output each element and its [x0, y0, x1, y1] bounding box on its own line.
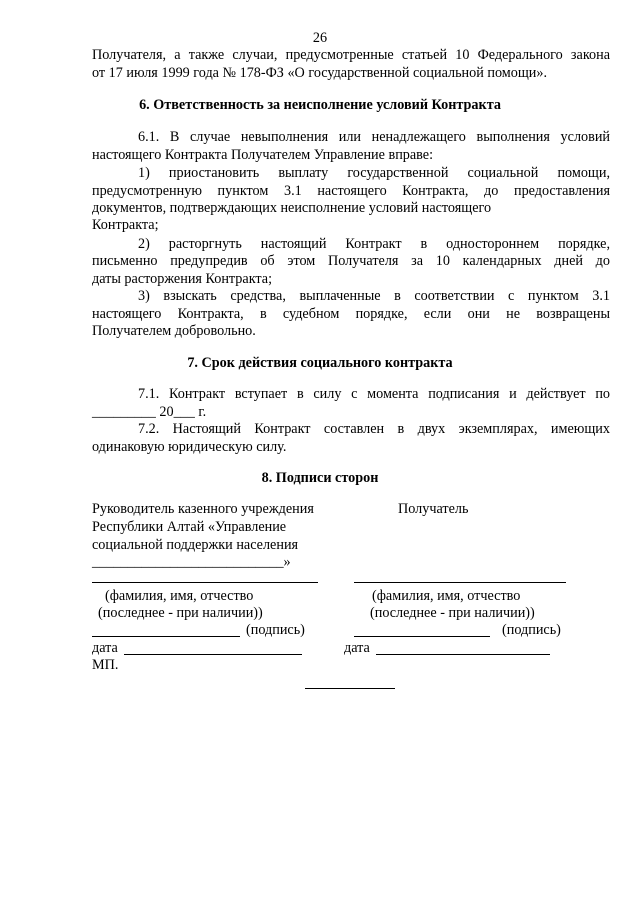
section-6-heading: 6. Ответственность за неисполнение условий Контракта: [139, 97, 501, 113]
left-signature-line: [92, 636, 240, 637]
s6-item3-line-3: Получателем добровольно.: [92, 323, 256, 339]
left-party-line-2: Республики Алтай «Управление: [92, 519, 287, 535]
left-signature-caption: (подпись): [246, 622, 305, 638]
s6-item2-line-2: письменно предупредив об этом Получателя за 10 календарных дней до: [92, 253, 610, 269]
left-party-line-1: Руководитель казенного учреждения: [92, 501, 314, 517]
bottom-separator: [305, 688, 395, 689]
right-fio-caption-2: (последнее - при наличии)): [370, 605, 535, 621]
right-signature-line: [354, 636, 490, 637]
left-date-label: дата: [92, 640, 118, 656]
s6-p1-line-2: настоящего Контракта Получателем Управление вправе:: [92, 147, 434, 163]
section-8-heading: 8. Подписи сторон: [261, 470, 379, 486]
s6-item3-line-2: настоящего Контракта, в судебном порядке, если они не возвращены: [92, 306, 610, 322]
s7-p2-line-1: 7.2. Настоящий Контракт составлен в двух экземплярах, имеющих: [138, 421, 610, 437]
s7-p1-line-1: 7.1. Контракт вступает в силу с момента подписания и действует по: [138, 386, 610, 402]
stamp-label: МП.: [92, 657, 119, 673]
left-party-line-4: ___________________________»: [92, 554, 291, 570]
right-date-line: [376, 654, 550, 655]
intro-line-2: от 17 июля 1999 года № 178-ФЗ «О государственной социальной помощи».: [92, 65, 548, 81]
s7-p2-line-2: одинаковую юридическую силу.: [92, 439, 287, 455]
right-fio-caption-1: (фамилия, имя, отчество: [372, 588, 521, 604]
right-signature-caption: (подпись): [502, 622, 561, 638]
left-fio-caption-1: (фамилия, имя, отчество: [105, 588, 254, 604]
page-number: 26: [312, 30, 328, 46]
s6-item1-line-4: Контракта;: [92, 217, 159, 233]
section-7-heading: 7. Срок действия социального контракта: [187, 355, 453, 371]
s6-p1-line-1: 6.1. В случае невыполнения или ненадлежащего выполнения условий: [138, 129, 610, 145]
right-date-label: дата: [344, 640, 370, 656]
right-name-line: [354, 582, 566, 583]
left-fio-caption-2: (последнее - при наличии)): [98, 605, 263, 621]
right-party-label: Получатель: [398, 501, 469, 517]
left-party-line-3: социальной поддержки населения: [92, 537, 299, 553]
left-date-line: [124, 654, 302, 655]
s6-item2-line-3: даты расторжения Контракта;: [92, 271, 273, 287]
s6-item3-line-1: 3) взыскать средства, выплаченные в соответствии с пунктом 3.1: [138, 288, 610, 304]
s6-item1-line-1: 1) приостановить выплату государственной социальной помощи,: [138, 165, 610, 181]
s6-item1-line-2: предусмотренную пунктом 3.1 настоящего Контракта, до предоставления: [92, 183, 610, 199]
s6-item2-line-1: 2) расторгнуть настоящий Контракт в одностороннем порядке,: [138, 236, 610, 252]
s6-item1-line-3: документов, подтверждающих неисполнение условий настоящего: [92, 200, 492, 216]
s7-p1-line-2: _________ 20___ г.: [92, 404, 207, 420]
left-name-line: [92, 582, 318, 583]
intro-line-1: Получателя, а также случаи, предусмотренные статьей 10 Федерального закона: [92, 47, 610, 63]
